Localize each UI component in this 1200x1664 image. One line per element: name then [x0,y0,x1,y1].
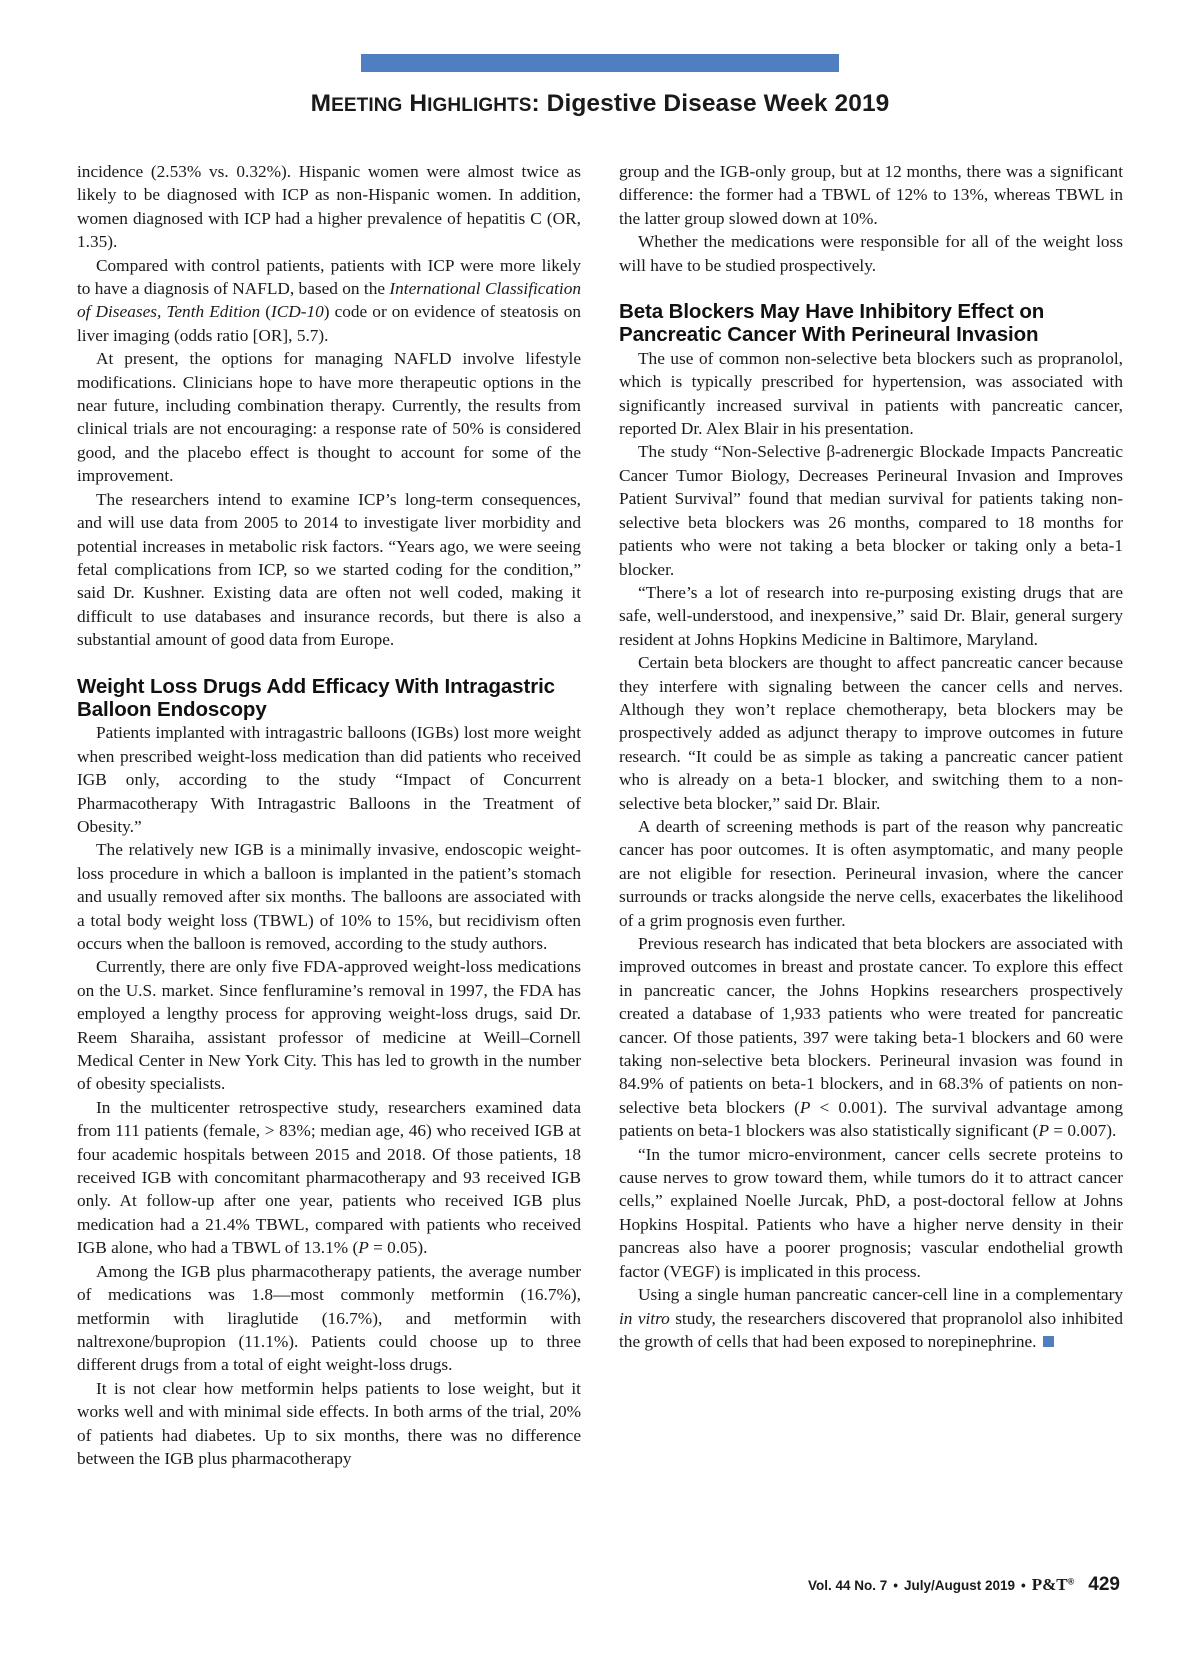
paragraph: Previous research has indicated that beta blockers are associated with improved outcomes in breast and prostate cancer. To explore this effect in pancreatic cancer, the Johns Hopkins researchers prospectively created a database of 1,933 patients who were treated for pancreatic cancer. Of those patients, 397 were taking beta-1 blockers and 60 were taking non-selective beta blockers. Perineural invasion was found in 84.9% of patients on beta-1 blockers, and in 68.3% of patients on non-selective beta blockers (P < 0.001). The survival advantage among patients on beta-1 blockers was also statistically significant (P = 0.007). [619,934,1123,1141]
paragraph: group and the IGB-only group, but at 12 months, there was a significant difference: the former had a TBWL of 12% to 13%, whereas TBWL in the latter group slowed down at 10%. [619,162,1123,228]
footer-date: July/August 2019 [903,1578,1016,1593]
paragraph: The researchers intend to examine ICP’s long-term consequences, and will use data from 2005 to 2014 to investigate liver morbidity and potential increases in metabolic risk factors. “Years ago, we were seeing fetal complications from ICP, so we started coding for the condition,” said Dr. Kushner. Existing data are often not well coded, making it difficult to use databases and insurance records, but there is also a substantial amount of good data from Europe. [77,489,581,650]
footer-bullet: • [893,1578,898,1593]
header-accent-bar [361,54,839,72]
header-cap-1: M [310,90,332,117]
paragraph: At present, the options for managing NAFLD involve lifestyle modifications. Clinicians hope to have more therapeutic options in the near future, including combination therapy. Currently, the results from clinical trials are not encouraging: a response rate of 50% is considered good, and the placebo effect is thought to account for some of the improvement. [77,349,581,486]
header-rest-2: IGHLIGHTS [427,95,532,116]
header-suffix: : Digestive Disease Week 2019 [531,90,890,117]
header-rest-1: EETING [331,95,403,116]
paragraph: Currently, there are only five FDA-approved weight-loss medications on the U.S. market. Since fenfluramine’s removal in 1997, the FDA has employed a lengthy process for approving weight-loss drugs, said Dr. Reem Sharaiha, assistant professor of medicine at Weill–Cornell Medical Center in New York City. This has led to growth in the number of obesity specialists. [77,957,581,1094]
paragraph: incidence (2.53% vs. 0.32%). Hispanic women were almost twice as likely to be diagnosed with ICP as non-Hispanic women. In addition, women diagnosed with ICP had a higher prevalence of hepatitis C (OR, 1.35). [77,162,581,252]
paragraph: Compared with control patients, patients with ICP were more likely to have a diagnosis of NAFLD, based on the International Classification of Diseases, Tenth Edition (ICD-10) code or on evidence of steatosis on liver imaging (odds ratio [OR], 5.7). [77,255,582,345]
end-of-article-mark [1043,1336,1054,1347]
footer-brand: P&T [1031,1575,1068,1594]
paragraph: A dearth of screening methods is part of the reason why pancreatic cancer has poor outcomes. It is often asymptomatic, and many people are not eligible for resection. Perineural invasion, where the cancer surrounds or tracks alongside the nerve cells, exacerbates the likelihood of a grim prognosis even further. [619,816,1123,930]
paragraph: Whether the medications were responsible for all of the weight loss will have to be studied prospectively. [619,232,1123,275]
paragraph: Using a single human pancreatic cancer-cell line in a complementary in vitro study, the researchers discovered that propranolol also inhibited the growth of cells that had been exposed to norepinephrine. [619,1285,1123,1351]
footer-registered-mark: ® [1067,1576,1075,1587]
page-footer [808,1574,1120,1596]
paragraph: Among the IGB plus pharmacotherapy patients, the average number of medications was 1.8—most commonly metformin (16.7%), metformin with liraglutide (16.7%), and metformin with naltrexone/bupropion (11.1%). Patients could choose up to three different drugs from a total of eight weight-loss drugs. [77,1261,581,1375]
section-heading: Beta Blockers May Have Inhibitory Effect on Pancreatic Cancer With Perineural Invasion [619,300,1045,347]
paragraph: “In the tumor micro-environment, cancer cells secrete proteins to cause nerves to grow toward them, while tumors do it to attract cancer cells,” explained Noelle Jurcak, PhD, a post-doctoral fellow at Johns Hopkins Hospital. Patients who have a higher nerve density in their pancreas also have a poorer prognosis; vascular endothelial growth factor (VEGF) is implicated in this process. [619,1144,1123,1281]
page-number: 429 [1088,1574,1120,1595]
paragraph: Patients implanted with intragastric balloons (IGBs) lost more weight when prescribed weight-loss medication than did patients who received IGB only, according to the study “Impact of Concurrent Pharmacotherapy With Intragastric Balloons in the Treatment of Obesity.” [77,723,581,836]
footer-bullet: • [1021,1578,1026,1593]
paragraph: The relatively new IGB is a minimally invasive, endoscopic weight-loss procedure in which a balloon is implanted in the patient’s stomach and usually removed after six months. The balloons are associated with a total body weight loss (TBWL) of 10% to 15%, but recidivism often occurs when the balloon is removed, according to the study authors. [77,840,581,953]
paragraph: The study “Non-Selective β-adrenergic Blockade Impacts Pancreatic Cancer Tumor Biology, Decreases Perineural Invasion and Improves Patient Survival” found that median survival for patients taking non-selective beta blockers was 26 months, compared to 18 months for patients who were not taking a beta blocker or taking only a beta-1 blocker. [619,442,1123,579]
paragraph: In the multicenter retrospective study, researchers examined data from 111 patients (female, > 83%; median age, 46) who received IGB at four academic hospitals between 2015 and 2018. Of those patients, 18 received IGB with concomitant pharmacotherapy and 93 received IGB only. At follow-up after one year, patients who received IGB plus medication had a 21.4% TBWL, compared with patients who received IGB alone, who had a TBWL of 13.1% (P = 0.05). [77,1097,581,1258]
paragraph: Certain beta blockers are thought to affect pancreatic cancer because they interfere with signaling between the cancer cells and nerves. Although they won’t replace chemotherapy, beta blockers may be prospectively added as adjunct therapy to improve outcomes in future research. “It could be as simple as taking a pancreatic cancer patient who is already on a beta-1 blocker, and switching them to a non-selective beta blocker,” said Dr. Blair. [619,653,1123,813]
paragraph: The use of common non-selective beta blockers such as propranolol, which is typically prescribed for hypertension, was associated with significantly increased survival in patients with pancreatic cancer, reported Dr. Alex Blair in his presentation. [619,348,1123,439]
section-heading: Weight Loss Drugs Add Efficacy With Intragastric Balloon Endoscopy [77,674,555,721]
footer-issue: Vol. 44 No. 7 [807,1578,888,1593]
right-column [619,160,1123,1353]
left-column [77,160,581,1470]
paragraph: It is not clear how metformin helps patients to lose weight, but it works well and with minimal side effects. In both arms of the trial, 20% of patients had diabetes. Up to six months, there was no difference between the IGB plus pharmacotherapy [77,1378,581,1468]
header-cap-2: H [409,90,428,117]
paragraph: “There’s a lot of research into re-purposing existing drugs that are safe, well-understood, and inexpensive,” said Dr. Blair, general surgery resident at Johns Hopkins Medicine in Baltimore, Maryland. [619,582,1123,649]
running-header [0,90,1200,118]
